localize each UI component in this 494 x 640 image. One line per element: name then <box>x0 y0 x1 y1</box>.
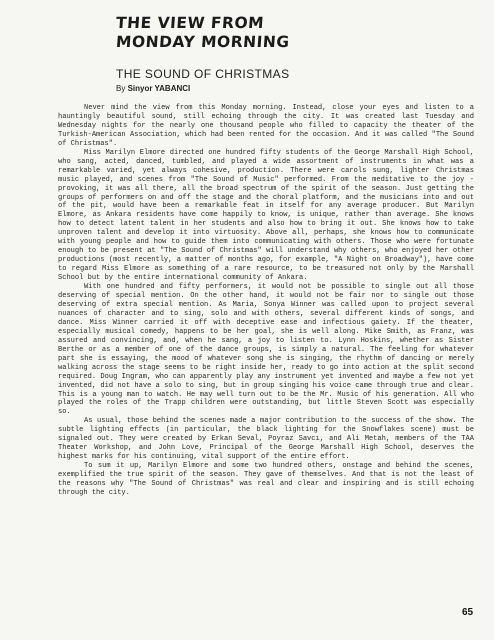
article-body <box>58 104 474 498</box>
column-masthead <box>116 14 416 52</box>
page-number: 65 <box>462 607 474 618</box>
paragraph: Miss Marilyn Elmore directed one hundred fifty students of the George Marshall High School, who sang, acted, danced, tumbled, and played a wide assortment of instruments in what was a remarkable varied, yet always cohesive, production. There were carols sung, lighter Christmas music played, and scenes from "The Sound of Music" performed. From the meditative to the joy - provoking, it was all there, all the broad spectrum of the spirit of the season. Just getting the groups of performers on and off the stage and the choral platform, and the musicians into and out of the pit, would have been a remarkable feat in itself for any average producer. But Marilyn Elmore, as Ankara residents have come happily to know, is unique, rather than average. She knows how to detect latent talent in her students and also how to bring it out. She knows how to take unproven talent and develop it into virtuosity. Above all, perhaps, she knows how to communicate with young people and how to guide them into communicating with others. Those who were fortunate enough to be present at "The Sound of Christmas" will understand why others, who enjoyed her other productions (most recently, a matter of months ago, for example, "A Night on Broadway"), have come to regard Miss Elmore as something of a rare resource, to be treasured not only by the Marshall School but by the entire international community of Ankara. <box>58 148 474 283</box>
article-title: THE SOUND OF CHRISTMAS <box>116 67 290 81</box>
masthead-line-1: THE VIEW FROM <box>115 14 265 32</box>
byline-author: Sinyor YABANCI <box>127 84 191 93</box>
paragraph: As usual, those behind the scenes made a major contribution to the success of the show. The subtle lighting effects (in particular, the black lighting for the Snowflakes scene) must be signaled out. They were created by Erkan Seval, Poyraz Savcı, and Ali Metah, members of the TAA Theater Workshop, and John Love, Principal of the George Marshall High School, deserves the highest marks for his continuing, vital support of the entire effort. <box>58 417 474 462</box>
masthead-line-2: MONDAY MORNING <box>115 33 291 51</box>
paragraph: To sum it up, Marilyn Elmore and some two hundred others, onstage and behind the scenes, exemplified the true spirit of the season. They gave of themselves. And that is not the least of the reasons why "The Sound of Christmas" was real and clear and inspiring and is still echoing through the city. <box>58 462 474 497</box>
paragraph: With one hundred and fifty performers, it would not be possible to single out all those deserving of special mention. On the other hand, it would not be fair nor to single out those deserving of extra special mention. As Maria, Sonya Winner was called upon to project several nuances of character and to sing, solo and with others, several different kinds of songs, and dance. Miss Winner carried it off with deceptive ease and infectious gaiety. If the theater, especially musical comedy, happens to be her goal, she is well along. Mike Smith, as Franz, was assured and convincing, and, when he sang, a joy to listen to. Lynn Hoskins, whether as Sister Berthe or as a member of one of the dance groups, is simply a natural. The feeling for whatever part she is essaying, the mood of whatever song she is singing, the rhythm of dancing or merely walking across the stage seems to be right inside her, ready to go into action at the split second required. Doug Ingram, who can apparently play any instrument yet invented and maybe a few not yet invented, did not have a solo to sing, but in group singing his voice came through true and clear. This is a young man to watch. He may well turn out to be the Mr. Music of his generation. All who played the roles of the Trapp children were outstanding, but little Steven Scott was especially so. <box>58 283 474 417</box>
paragraph: Never mind the view from this Monday morning. Instead, close your eyes and listen to a hauntingly beautiful sound, still echoing through the city. It was created last Tuesday and Wednesday nights for the nearly one thousand people who filled to capacity the theater of the Turkish-American Association, which had been rented for the occasion. And it was called "The Sound of Christmas". <box>58 104 474 148</box>
byline-prefix: By <box>116 84 126 93</box>
byline <box>116 84 190 93</box>
